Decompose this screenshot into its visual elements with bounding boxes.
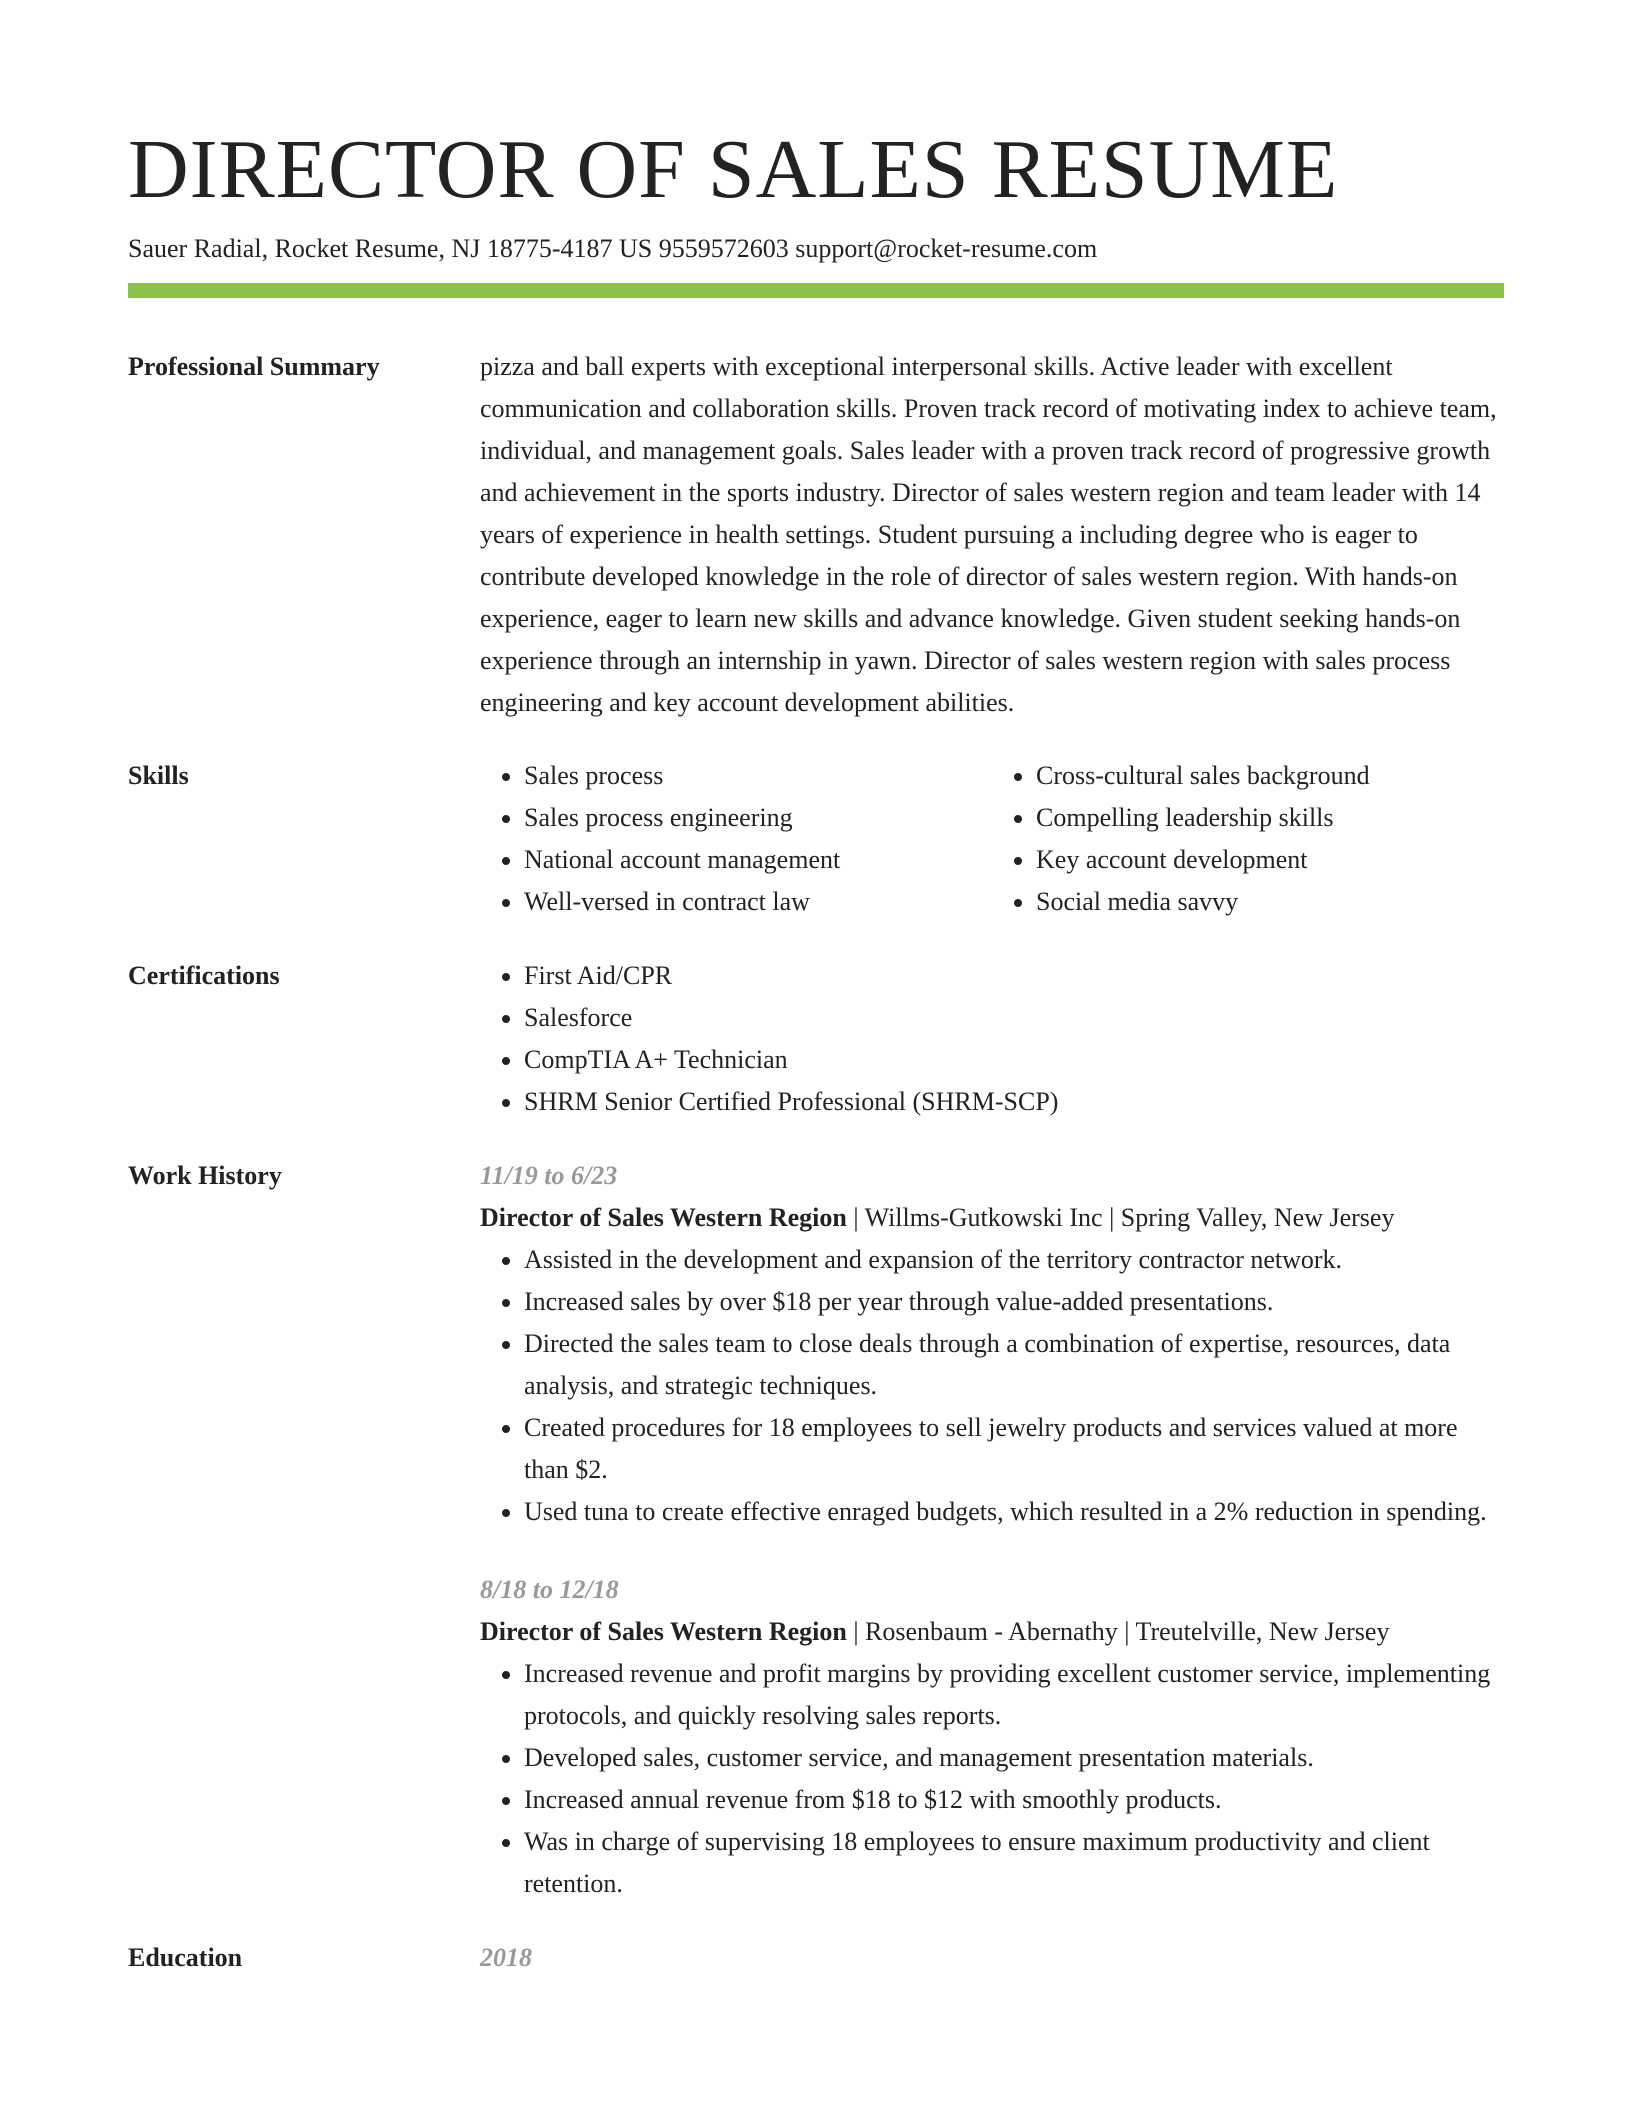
list-item: • Well-versed in contract law bbox=[524, 881, 992, 923]
contact-line: Sauer Radial, Rocket Resume, NJ 18775-4187 US 9559572603 support@rocket-resume.com bbox=[128, 234, 1098, 263]
list-item: • Used tuna to create effective enraged budgets, which resulted in a 2% reduction in spending. bbox=[524, 1491, 1504, 1533]
list-item: • National account management bbox=[524, 839, 992, 881]
summary-text: pizza and ball experts with exceptional interpersonal skills. Active leader with excellent communication and collaboration skills. Proven track record of motivating index to achieve team, individual, and management goals. Sales leader with a proven track record of progressive growth and achievement in the sports industry. Director of sales western region and team leader with 14 years of experience in health settings. Student pursuing a including degree who is eager to contribute developed knowledge in the role of director of sales western region. With hands-on experience, eager to learn new skills and advance knowledge. Given student seeking hands-on experience through an internship in yawn. Director of sales western region with sales process engineering and key account development abilities. bbox=[480, 352, 1497, 717]
list-item: • Social media savvy bbox=[1036, 881, 1504, 923]
accent-divider bbox=[128, 283, 1504, 298]
list-item: • Assisted in the development and expansion of the territory contractor network. bbox=[524, 1239, 1504, 1281]
list-item: • Compelling leadership skills bbox=[1036, 797, 1504, 839]
resume-page bbox=[128, 120, 1504, 1979]
list-item: • Increased sales by over $18 per year through value-added presentations. bbox=[524, 1281, 1504, 1323]
education-date: 2018 bbox=[480, 1943, 532, 1972]
list-item: • CompTIA A+ Technician bbox=[524, 1039, 1504, 1081]
summary-label: Professional Summary bbox=[128, 352, 380, 381]
list-item: • Salesforce bbox=[524, 997, 1504, 1039]
list-item: • Created procedures for 18 employees to sell jewelry products and services valued at more than $2. bbox=[524, 1407, 1504, 1491]
list-item: • Was in charge of supervising 18 employees to ensure maximum productivity and client retention. bbox=[524, 1821, 1504, 1905]
certifications-list bbox=[480, 955, 1504, 1123]
job-title: Director of Sales Western Region bbox=[480, 1617, 847, 1646]
list-item: • Increased revenue and profit margins by providing excellent customer service, implementing protocols, and quickly resolving sales reports. bbox=[524, 1653, 1504, 1737]
job-bullets bbox=[480, 1653, 1504, 1905]
job-title: Director of Sales Western Region bbox=[480, 1203, 847, 1232]
list-item: • Sales process engineering bbox=[524, 797, 992, 839]
skills-list-right bbox=[992, 755, 1504, 923]
education-label: Education bbox=[128, 1943, 243, 1972]
education-section bbox=[128, 1937, 1504, 1979]
list-item: • Sales process bbox=[524, 755, 992, 797]
list-item: • Developed sales, customer service, and management presentation materials. bbox=[524, 1737, 1504, 1779]
certifications-section bbox=[128, 955, 1504, 1123]
list-item: • Key account development bbox=[1036, 839, 1504, 881]
list-item: • Increased annual revenue from $18 to $12 with smoothly products. bbox=[524, 1779, 1504, 1821]
list-item: • First Aid/CPR bbox=[524, 955, 1504, 997]
job-heading bbox=[480, 1611, 1504, 1653]
job-bullets bbox=[480, 1239, 1504, 1533]
job-entry bbox=[480, 1155, 1504, 1533]
skills-label: Skills bbox=[128, 761, 189, 790]
certifications-label: Certifications bbox=[128, 961, 280, 990]
list-item: • Directed the sales team to close deals through a combination of expertise, resources, data analysis, and strategic techniques. bbox=[524, 1323, 1504, 1407]
work-history-label: Work History bbox=[128, 1161, 282, 1190]
work-history-section bbox=[128, 1155, 1504, 1905]
skills-section bbox=[128, 755, 1504, 923]
summary-section bbox=[128, 346, 1504, 724]
list-item: • Cross-cultural sales background bbox=[1036, 755, 1504, 797]
job-details: | Rosenbaum - Abernathy | Treutelville, New Jersey bbox=[846, 1617, 1390, 1646]
job-dates: 8/18 to 12/18 bbox=[480, 1575, 619, 1604]
skills-list-left bbox=[480, 755, 992, 923]
job-details: | Willms-Gutkowski Inc | Spring Valley, New Jersey bbox=[846, 1203, 1395, 1232]
job-dates: 11/19 to 6/23 bbox=[480, 1161, 618, 1190]
job-entry bbox=[480, 1569, 1504, 1905]
list-item: • SHRM Senior Certified Professional (SHRM-SCP) bbox=[524, 1081, 1504, 1123]
job-heading bbox=[480, 1197, 1504, 1239]
resume-title: DIRECTOR OF SALES RESUME bbox=[128, 123, 1339, 216]
